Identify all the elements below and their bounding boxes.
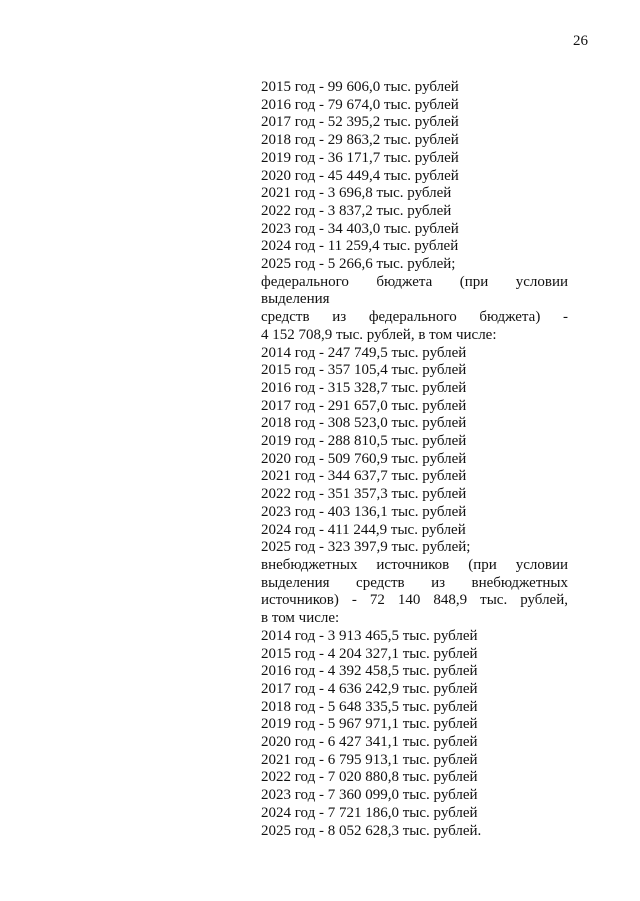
list-item: 2019 год - 288 810,5 тыс. рублей xyxy=(261,433,467,450)
list-item: 2016 год - 79 674,0 тыс. рублей xyxy=(261,96,459,113)
federal-intro-line: 4 152 708,9 тыс. рублей, в том числе: xyxy=(261,326,497,343)
federal-budget-section xyxy=(261,274,568,557)
list-item: 2020 год - 6 427 341,1 тыс. рублей xyxy=(261,734,478,751)
list-item: 2025 год - 323 397,9 тыс. рублей; xyxy=(261,539,471,556)
list-item: 2021 год - 6 795 913,1 тыс. рублей xyxy=(261,751,478,768)
list-item: 2022 год - 3 837,2 тыс. рублей xyxy=(261,202,452,219)
list-item: 2018 год - 5 648 335,5 тыс. рублей xyxy=(261,698,478,715)
list-item: 2021 год - 344 637,7 тыс. рублей xyxy=(261,468,467,485)
list-item: 2015 год - 99 606,0 тыс. рублей xyxy=(261,79,459,95)
extrabudgetary-intro-line: в том числе: xyxy=(261,610,340,627)
list-item: 2025 год - 5 266,6 тыс. рублей; xyxy=(261,256,456,273)
list-item: 2018 год - 308 523,0 тыс. рублей xyxy=(261,415,467,432)
list-item: 2015 год - 357 105,4 тыс. рублей xyxy=(261,362,467,379)
federal-intro-line: федерального бюджета (при условии выделения xyxy=(261,273,568,308)
list-item: 2016 год - 315 328,7 тыс. рублей xyxy=(261,379,467,396)
list-item: 2023 год - 7 360 099,0 тыс. рублей xyxy=(261,787,478,804)
list-item: 2014 год - 3 913 465,5 тыс. рублей xyxy=(261,627,478,644)
list-item: 2019 год - 5 967 971,1 тыс. рублей xyxy=(261,716,478,733)
regional-years-list xyxy=(261,79,568,274)
list-item: 2020 год - 45 449,4 тыс. рублей xyxy=(261,167,459,184)
list-item: 2022 год - 351 357,3 тыс. рублей xyxy=(261,486,467,503)
list-item: 2018 год - 29 863,2 тыс. рублей xyxy=(261,132,459,149)
list-item: 2024 год - 411 244,9 тыс. рублей xyxy=(261,521,466,538)
list-item: 2020 год - 509 760,9 тыс. рублей xyxy=(261,450,467,467)
list-item: 2023 год - 34 403,0 тыс. рублей xyxy=(261,220,459,237)
page-number: 26 xyxy=(573,33,588,49)
list-item: 2017 год - 291 657,0 тыс. рублей xyxy=(261,397,467,414)
extrabudgetary-section xyxy=(261,557,568,840)
extrabudgetary-intro-line: внебюджетных источников (при условии xyxy=(261,556,568,573)
list-item: 2024 год - 7 721 186,0 тыс. рублей xyxy=(261,804,478,821)
list-item: 2017 год - 4 636 242,9 тыс. рублей xyxy=(261,680,478,697)
extrabudgetary-intro-line: источников) - 72 140 848,9 тыс. рублей, xyxy=(261,592,568,609)
list-item: 2023 год - 403 136,1 тыс. рублей xyxy=(261,503,467,520)
document-body xyxy=(261,79,568,840)
extrabudgetary-intro-line: выделения средств из внебюджетных xyxy=(261,574,568,591)
list-item: 2015 год - 4 204 327,1 тыс. рублей xyxy=(261,645,478,662)
list-item: 2024 год - 11 259,4 тыс. рублей xyxy=(261,238,459,255)
list-item: 2014 год - 247 749,5 тыс. рублей xyxy=(261,344,467,361)
list-item: 2016 год - 4 392 458,5 тыс. рублей xyxy=(261,663,478,680)
list-item: 2019 год - 36 171,7 тыс. рублей xyxy=(261,149,459,166)
federal-intro-line: средств из федерального бюджета) - xyxy=(261,309,568,326)
list-item: 2021 год - 3 696,8 тыс. рублей xyxy=(261,185,452,202)
list-item: 2025 год - 8 052 628,3 тыс. рублей. xyxy=(261,822,482,839)
list-item: 2022 год - 7 020 880,8 тыс. рублей xyxy=(261,769,478,786)
list-item: 2017 год - 52 395,2 тыс. рублей xyxy=(261,114,459,131)
